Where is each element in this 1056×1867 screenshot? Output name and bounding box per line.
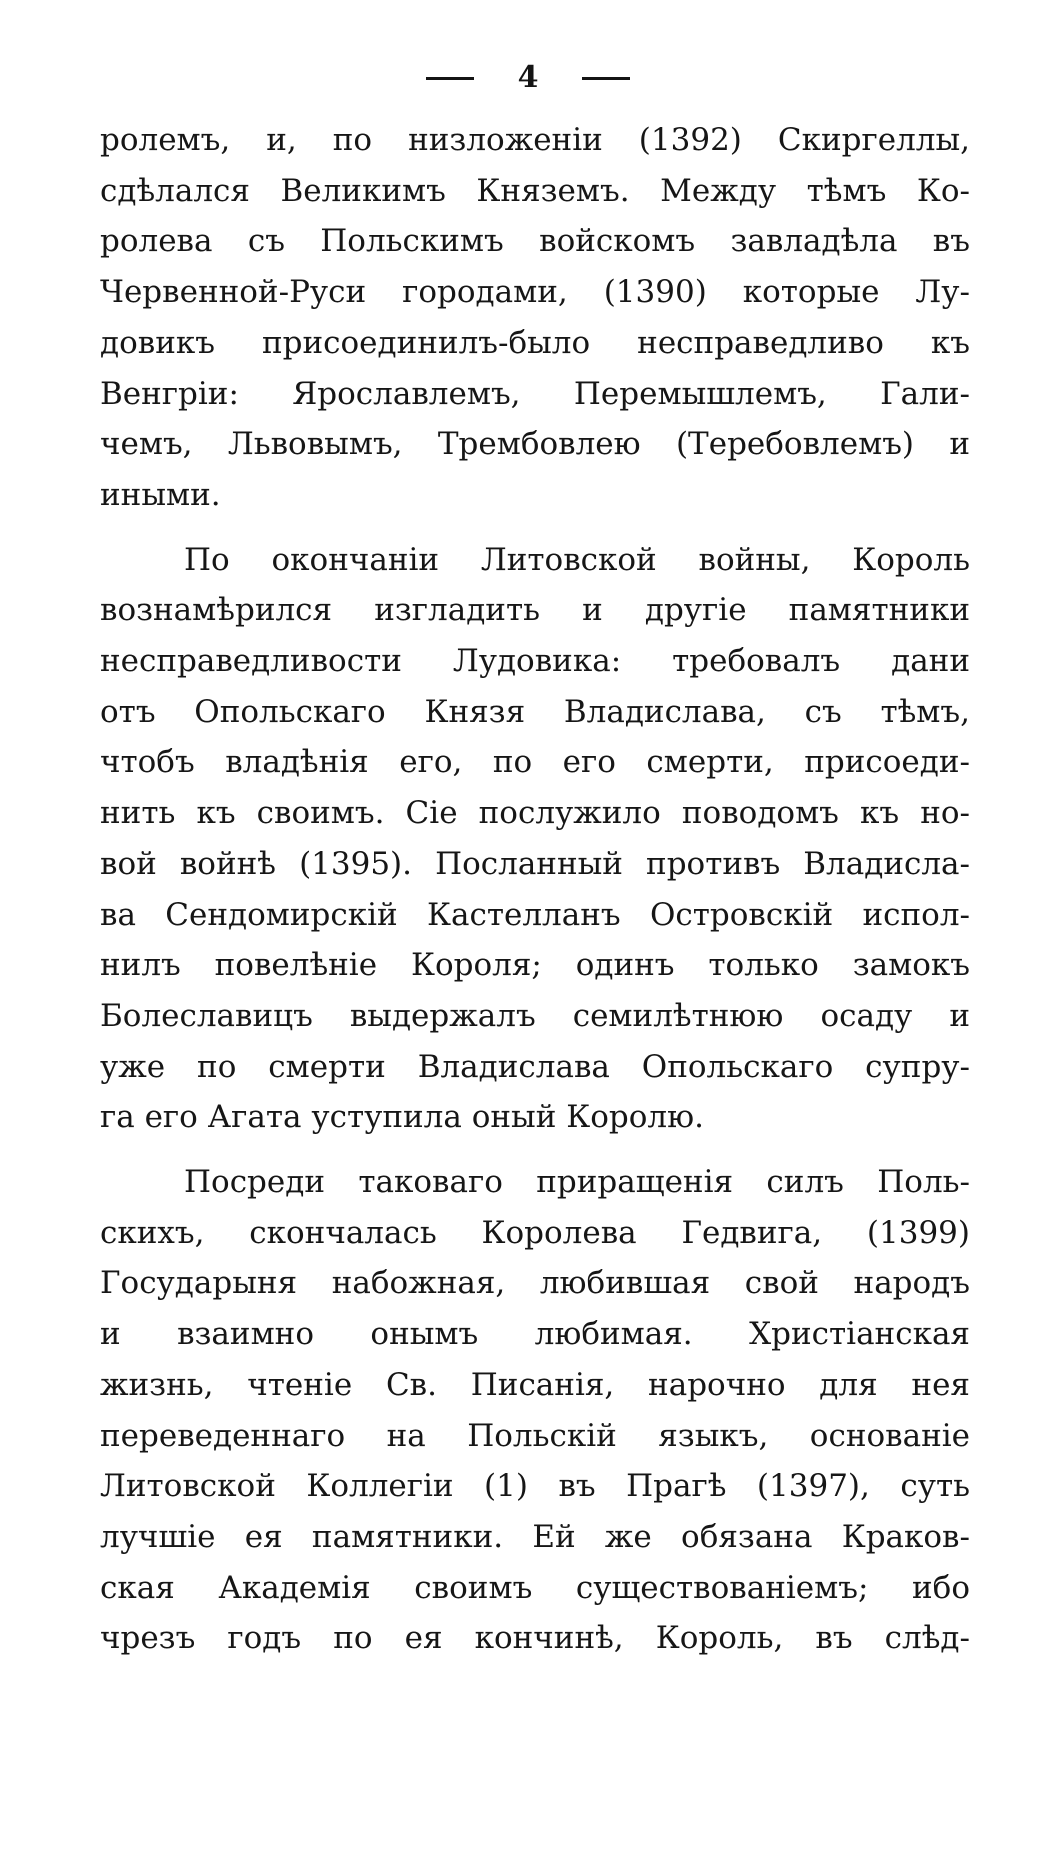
text-line: иными. (100, 476, 221, 513)
text-line: Литовской Коллегіи (1) въ Прагѣ (1397), суть (100, 1468, 970, 1505)
text-line: жизнь, чтеніе Св. Писанія, нарочно для нея (100, 1366, 970, 1403)
paragraph-3 (100, 1157, 970, 1664)
page-number: 4 (517, 60, 539, 95)
text-line: довикъ присоединилъ-было несправедливо къ (100, 324, 970, 361)
text-line: несправедливости Лудовика: требовалъ дани (100, 643, 970, 680)
text-line: Государыня набожная, любившая свой народъ (100, 1265, 970, 1302)
text-line: нилъ повелѣніе Короля; одинъ только замокъ (100, 947, 970, 984)
text-line: отъ Опольскаго Князя Владислава, съ тѣмъ, (100, 693, 970, 730)
text-line: ская Академія своимъ существованіемъ; ибо (100, 1569, 970, 1606)
text-line: ва Сендомирскій Кастелланъ Островскій испол- (100, 896, 970, 933)
text-line: лучшіе ея памятники. Ей же обязана Краков- (100, 1518, 970, 1555)
text-line: ролева съ Польскимъ войскомъ завладѣла въ (100, 223, 970, 260)
text-line: чрезъ годъ по ея кончинѣ, Король, въ слѣд- (100, 1620, 970, 1657)
text-line: уже по смерти Владислава Опольскаго супру- (100, 1048, 970, 1085)
text-line: скихъ, скончалась Королева Гедвига, (1399) (100, 1214, 970, 1251)
text-line: нить къ своимъ. Сіе послужило поводомъ къ но- (100, 795, 970, 832)
text-line: переведеннаго на Польскій языкъ, основаніе (100, 1417, 970, 1454)
text-line: Посреди таковаго приращенія силъ Поль- (184, 1164, 970, 1201)
text-line: Венгріи: Ярославлемъ, Перемышлемъ, Гали- (100, 375, 970, 412)
header-dash-right (582, 77, 630, 80)
text-line: чемъ, Львовымъ, Трембовлею (Теребовлемъ) и (100, 426, 970, 463)
text-line: Червенной-Руси городами, (1390) которые Лу- (100, 274, 970, 311)
text-line: и взаимно онымъ любимая. Христіанская (100, 1316, 970, 1353)
text-line: вой войнѣ (1395). Посланный противъ Владисла- (100, 845, 970, 882)
text-line: вознамѣрился изгладить и другіе памятники (100, 592, 970, 629)
text-line: чтобъ владѣнія его, по его смерти, присоеди- (100, 744, 970, 781)
paragraph-1 (100, 115, 970, 521)
body-text (100, 115, 970, 1664)
text-line: сдѣлался Великимъ Княземъ. Между тѣмъ Ко- (100, 172, 970, 209)
text-line: Болеславицъ выдержалъ семилѣтнюю осаду и (100, 997, 970, 1034)
header-dash-left (426, 77, 474, 80)
text-line: По окончаніи Литовской войны, Король (184, 541, 970, 578)
page-header (0, 58, 1056, 98)
paragraph-2 (100, 535, 970, 1143)
text-line: га его Агата уступила оный Королю. (100, 1099, 704, 1136)
text-line: ролемъ, и, по низложеніи (1392) Скиргеллы, (100, 122, 970, 158)
